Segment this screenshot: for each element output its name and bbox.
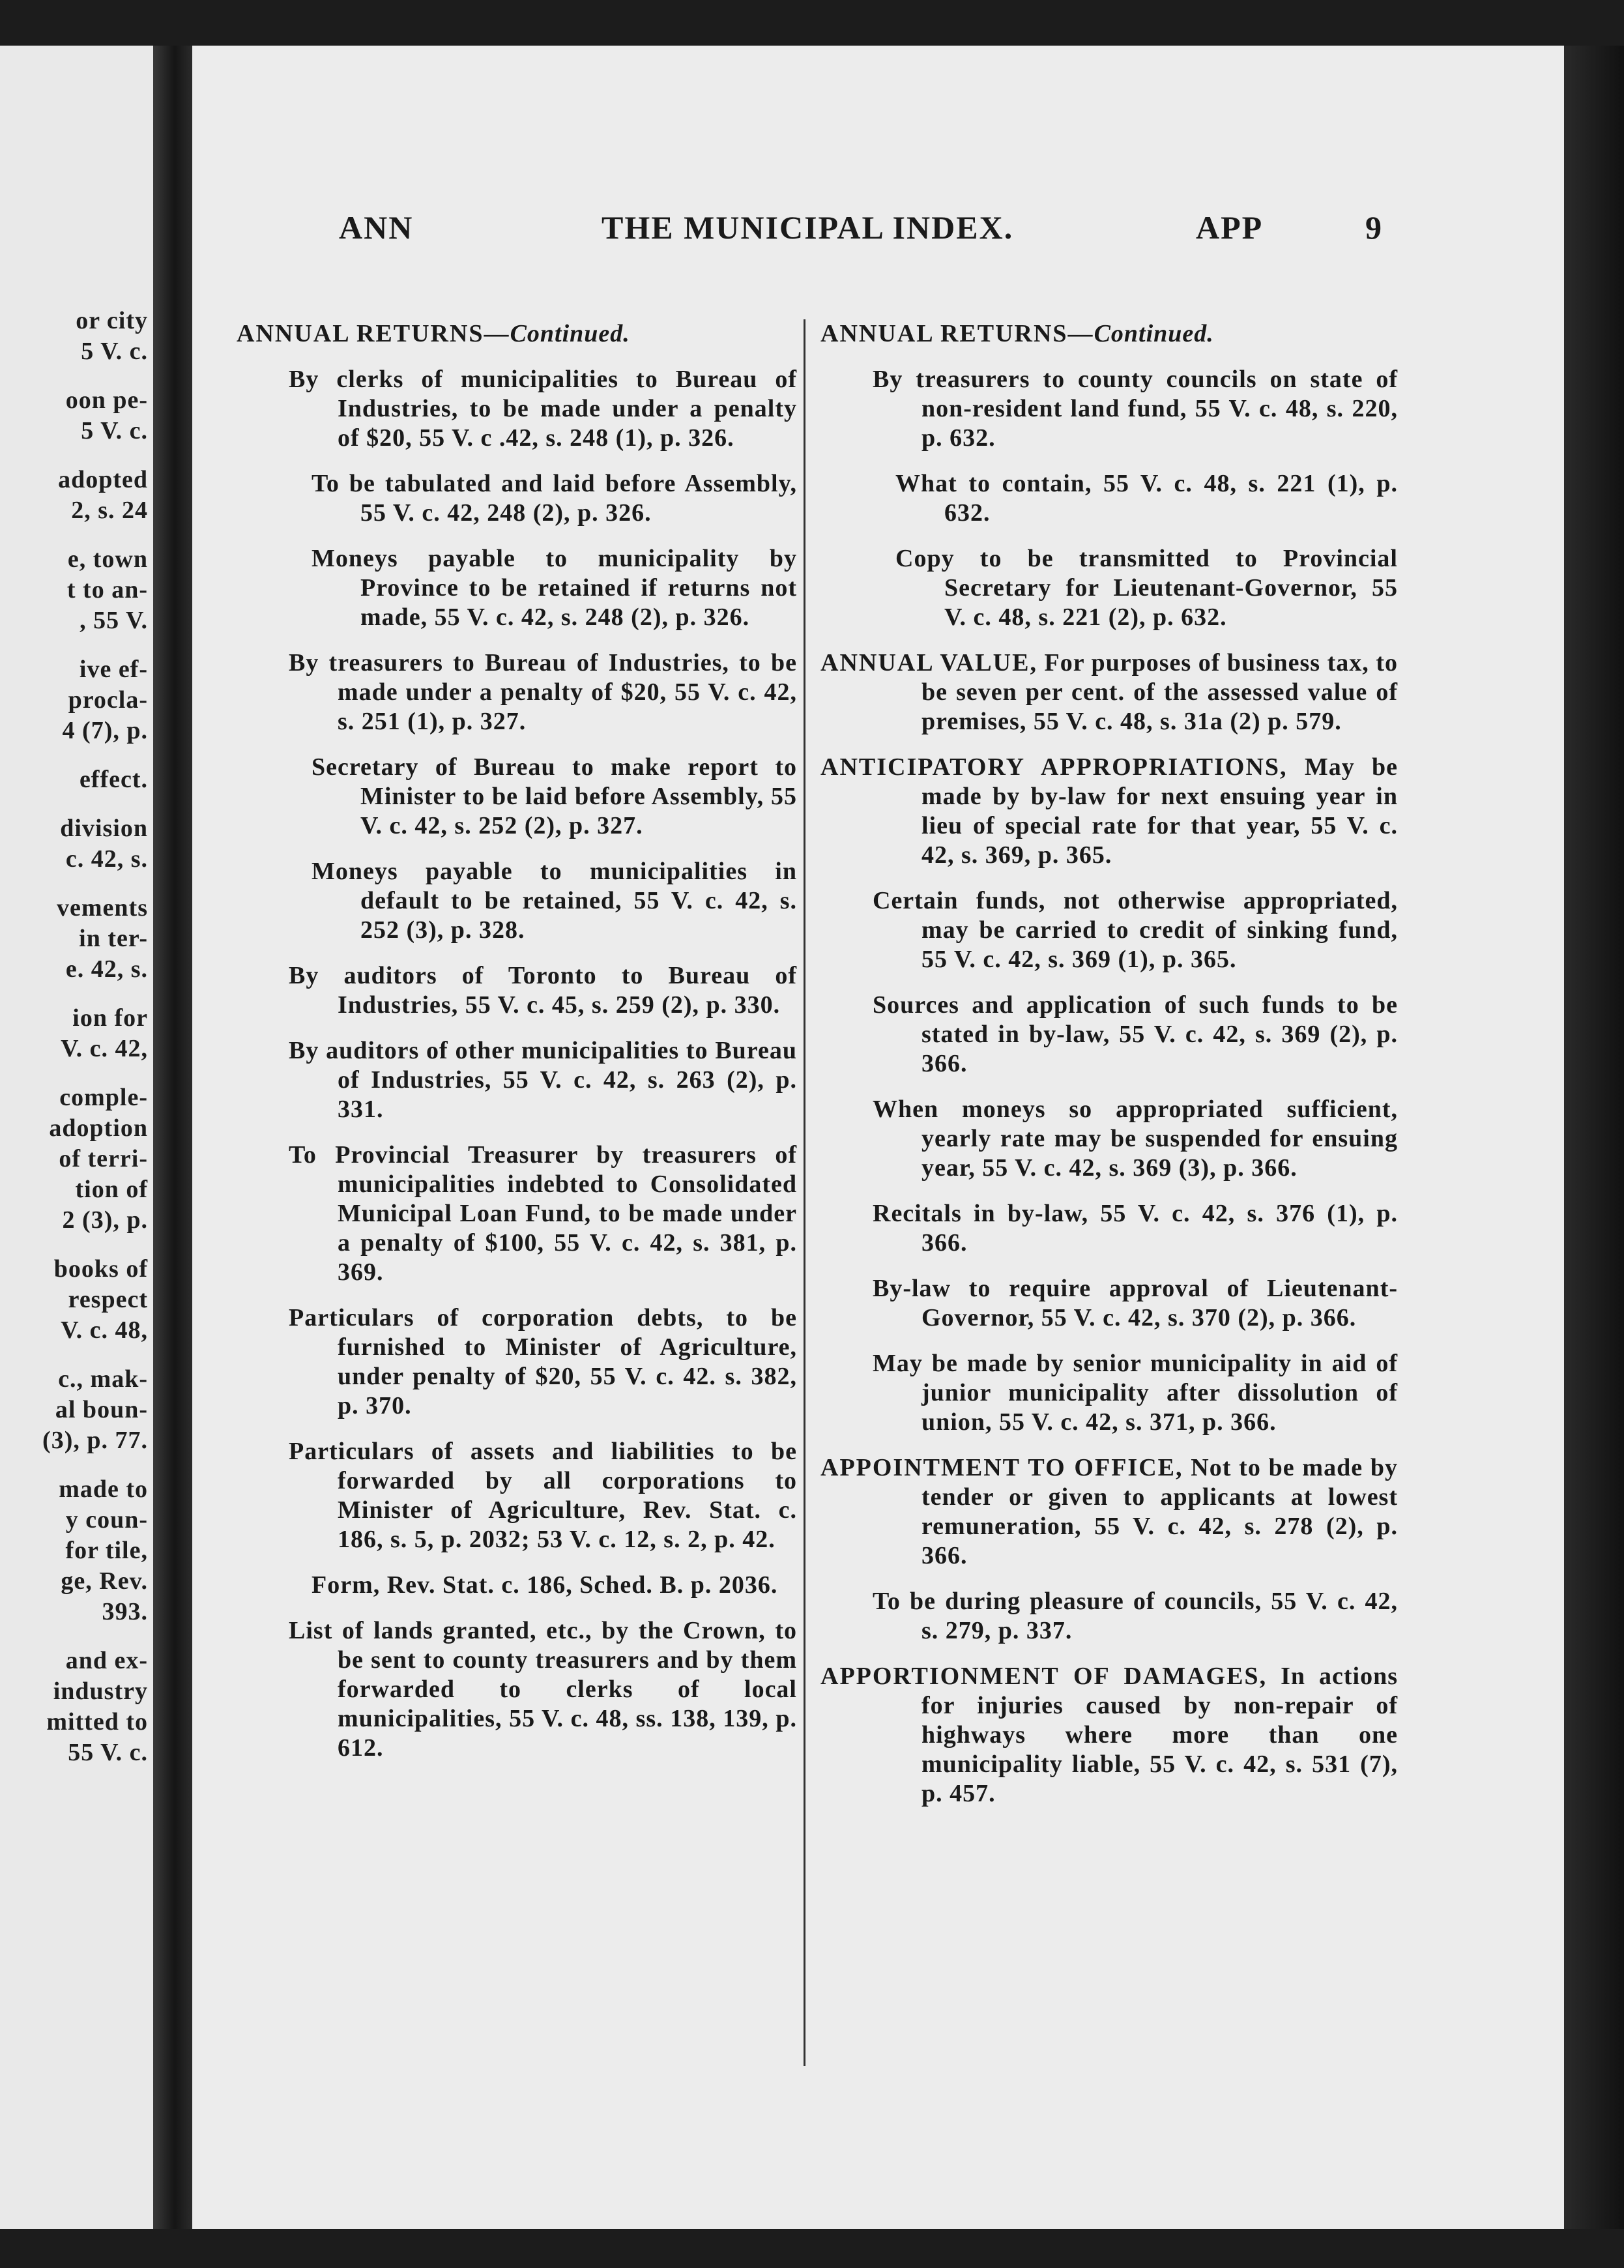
index-subentry: Form, Rev. Stat. c. 186, Sched. B. p. 2036. <box>312 1571 778 1599</box>
heading-text: ANNUAL RETURNS— <box>237 320 510 347</box>
previous-page-text-fragment: comple- <box>59 1084 148 1111</box>
index-subentry: Secretary of Bureau to make report to Minister to be laid before Assembly, 55 V. c. 42, s. 252 (2), p. 327. <box>312 753 797 839</box>
previous-page-text-fragment: oon pe- <box>65 386 148 414</box>
previous-page-text-fragment: al boun- <box>55 1396 148 1423</box>
left-column-heading <box>237 319 797 349</box>
topic-heading: APPORTIONMENT OF DAMAGES, <box>820 1663 1268 1690</box>
index-subentry: Particulars of corporation debts, to be furnished to Minister of Agriculture, under penalty of $20, 55 V. c. 42. s. 382, p. 370. <box>289 1304 797 1419</box>
previous-page-text-fragment: in ter- <box>79 925 148 952</box>
previous-page-text-fragment: and ex- <box>65 1647 148 1674</box>
previous-page-text-fragment: V. c. 42, <box>61 1035 148 1062</box>
index-subentry: To be during pleasure of councils, 55 V. c. 42, s. 279, p. 337. <box>873 1588 1398 1644</box>
topic-text: Not to be made by tender or given to applicants at lowest remuneration, 55 V. c. 42, s. 278 (2), p. 366. <box>921 1454 1399 1569</box>
previous-page-text-fragment: procla- <box>68 686 148 714</box>
previous-page-text-fragment: V. c. 48, <box>61 1316 148 1344</box>
index-subentry: Certain funds, not otherwise appropriated, may be carried to credit of sinking fund, 55 V. c. 42, s. 369 (1), p. 365. <box>873 887 1398 973</box>
previous-page-text-fragment: 2, s. 24 <box>71 497 148 524</box>
previous-page-text-fragment: effect. <box>79 766 148 793</box>
previous-page-text-fragment: made to <box>59 1476 148 1503</box>
previous-page-text-fragment: adopted <box>58 466 148 493</box>
previous-page-text-fragment: 2 (3), p. <box>62 1206 148 1234</box>
heading-text: ANNUAL RETURNS— <box>820 320 1094 347</box>
previous-page-text-fragment: books of <box>53 1255 148 1283</box>
previous-page-text-fragment: respect <box>68 1286 148 1313</box>
page-number: 9 <box>1365 209 1383 246</box>
previous-page-text-fragment: e. 42, s. <box>65 955 148 983</box>
index-subentry: Particulars of assets and liabilities to be forwarded by all corporations to Minister of Agriculture, Rev. Stat. c. 186, s. 5, p. 2032; 53 V. c. 12, s. 2, p. 42. <box>289 1438 797 1553</box>
index-subentry: When moneys so appropriated sufficient, yearly rate may be suspended for ensuing year, 55 V. c. 42, s. 369 (3), p. 366. <box>873 1096 1398 1182</box>
index-subentry: Moneys payable to municipality by Province to be retained if returns not made, 55 V. c. 42, s. 248 (2), p. 326. <box>312 545 797 631</box>
previous-page-text-fragment: ive ef- <box>79 656 148 683</box>
index-subentry: By treasurers to Bureau of Industries, to be made under a penalty of $20, 55 V. c. 42, s. 251 (1), p. 327. <box>289 649 797 735</box>
topic-text: In actions for injuries caused by non-repair of highways where more than one municipality liable, 55 V. c. 42, s. 531 (7), p. 457. <box>921 1663 1398 1807</box>
right-column <box>820 319 1398 1825</box>
previous-page-text-fragment: mitted to <box>46 1708 148 1736</box>
previous-page-text-fragment: tion of <box>75 1176 148 1203</box>
heading-suffix: Continued. <box>510 320 630 347</box>
previous-page-text-fragment: ge, Rev. <box>61 1567 148 1595</box>
previous-page-text-fragment: industry <box>53 1678 148 1705</box>
previous-page-edge <box>0 46 153 2229</box>
index-subentry: By clerks of municipalities to Bureau of Industries, to be made under a penalty of $20, 55 V. c .42, s. 248 (1), p. 326. <box>289 366 797 452</box>
column-divider <box>804 319 805 2066</box>
previous-page-text-fragment: t to an- <box>66 576 148 603</box>
previous-page-text-fragment: 4 (7), p. <box>62 717 148 744</box>
index-subentry: List of lands granted, etc., by the Crown, to be sent to county treasurers and by them forwarded to clerks of local municipalities, 55 V. c. 48, ss. 138, 139, p. 612. <box>289 1617 797 1762</box>
index-subentry: What to contain, 55 V. c. 48, s. 221 (1), p. 632. <box>895 470 1398 527</box>
previous-page-text-fragment: , 55 V. <box>80 607 148 634</box>
topic-text: May be made by by-law for next ensuing year in lieu of special rate for that year, 55 V. c. 42, s. 369, p. 365. <box>921 753 1398 869</box>
topic-text: For purposes of business tax, to be seven per cent. of the assessed value of premises, 55 V. c. 48, s. 31a (2) p. 579. <box>921 649 1398 735</box>
index-topic <box>820 648 1398 736</box>
previous-page-text-fragment: 55 V. c. <box>68 1739 148 1766</box>
index-subentry: To Provincial Treasurer by treasurers of municipalities indebted to Consolidated Municipal Loan Fund, to be made under a penalty of $100, 55 V. c. 42, s. 381, p. 369. <box>289 1141 797 1286</box>
right-column-heading <box>820 319 1398 349</box>
previous-page-text-fragment: or city <box>76 307 148 334</box>
index-subentry: By treasurers to county councils on state of non-resident land fund, 55 V. c. 48, s. 220, p. 632. <box>873 366 1398 452</box>
topic-heading: ANNUAL VALUE, <box>820 649 1037 676</box>
heading-suffix: Continued. <box>1094 320 1214 347</box>
previous-page-text-fragment: ion for <box>72 1004 148 1032</box>
topic-heading: ANTICIPATORY APPROPRIATIONS, <box>820 753 1288 781</box>
previous-page-text-fragment: for tile, <box>65 1537 148 1564</box>
index-page <box>192 46 1564 2229</box>
topic-heading: APPOINTMENT TO OFFICE, <box>820 1454 1183 1481</box>
running-head-left: ANN <box>339 209 414 246</box>
index-subentry: Sources and application of such funds to be stated in by-law, 55 V. c. 42, s. 369 (2), p. 366. <box>873 991 1398 1077</box>
left-column <box>237 319 797 1779</box>
page-right-edge <box>1564 46 1624 2229</box>
previous-page-text-fragment: vements <box>57 894 148 922</box>
index-subentry: May be made by senior municipality in aid of junior municipality after dissolution of union, 55 V. c. 42, s. 371, p. 366. <box>873 1350 1398 1436</box>
index-subentry: Recitals in by-law, 55 V. c. 42, s. 376 (1), p. 366. <box>873 1200 1398 1257</box>
previous-page-text-fragment: c. 42, s. <box>65 845 148 873</box>
previous-page-text-fragment: 5 V. c. <box>81 417 148 444</box>
previous-page-text-fragment: division <box>60 815 148 842</box>
previous-page-text-fragment: c., mak- <box>58 1365 148 1393</box>
index-topic <box>820 753 1398 870</box>
index-subentry: Moneys payable to municipalities in default to be retained, 55 V. c. 42, s. 252 (3), p. 328. <box>312 858 797 944</box>
index-subentry: By auditors of other municipalities to Bureau of Industries, 55 V. c. 42, s. 263 (2), p. 331. <box>289 1037 797 1123</box>
book-gutter <box>153 46 192 2229</box>
index-subentry: By auditors of Toronto to Bureau of Industries, 55 V. c. 45, s. 259 (2), p. 330. <box>289 962 797 1019</box>
previous-page-text-fragment: adoption <box>49 1114 148 1142</box>
previous-page-text-fragment: of terri- <box>59 1145 148 1172</box>
index-subentry: By-law to require approval of Lieutenant-Governor, 55 V. c. 42, s. 370 (2), p. 366. <box>873 1275 1398 1331</box>
index-topic <box>820 1453 1398 1571</box>
previous-page-text-fragment: e, town <box>67 545 148 573</box>
index-subentry: To be tabulated and laid before Assembly, 55 V. c. 42, 248 (2), p. 326. <box>312 470 797 527</box>
index-subentry: Copy to be transmitted to Provincial Secretary for Lieutenant-Governor, 55 V. c. 48, s. 221 (2), p. 632. <box>895 545 1398 631</box>
running-head-right: APP <box>1196 209 1264 246</box>
running-head <box>192 209 1564 261</box>
previous-page-text-fragment: 393. <box>102 1598 148 1625</box>
previous-page-text-fragment: (3), p. 77. <box>42 1427 148 1454</box>
previous-page-text-fragment: 5 V. c. <box>81 338 148 365</box>
index-topic <box>820 1662 1398 1809</box>
running-head-title: THE MUNICIPAL INDEX. <box>602 209 1014 246</box>
previous-page-text-fragment: y coun- <box>65 1506 148 1534</box>
